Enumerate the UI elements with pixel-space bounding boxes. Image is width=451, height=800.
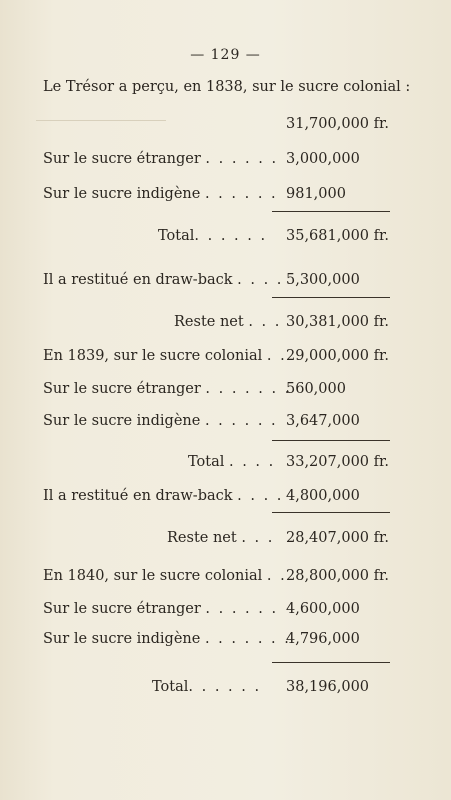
ledger-row-foreign-1839: Sur le sucre étranger . . . . . . . 560,000 (43, 381, 346, 397)
ledger-row-total-1839: Total . . . . 33,207,000 fr. (188, 454, 389, 470)
sum-rule (272, 512, 390, 513)
ledger-row-domestic-1840: Sur le sucre indigène . . . . . . . 4,796,000 (43, 631, 360, 647)
ledger-row-drawback-1838: Il a restitué en draw-back . . . . 5,300,000 (43, 272, 360, 288)
ledger-row-net-1839: Reste net . . . 28,407,000 fr. (167, 530, 389, 546)
sum-rule (272, 662, 390, 663)
ledger-row-colonial-1840: En 1840, sur le sucre colonial . . 28,800,000 fr. (43, 568, 389, 584)
ledger-row-domestic-1839: Sur le sucre indigène . . . . . . 3,647,000 (43, 413, 360, 429)
ledger-row-colonial-1838: 31,700,000 fr. (286, 116, 389, 132)
ledger-row-colonial-1839: En 1839, sur le sucre colonial . . 29,000,000 fr. (43, 348, 389, 364)
ledger-row-total-1838: Total. . . . . . 35,681,000 fr. (158, 228, 389, 244)
sum-rule (272, 440, 390, 441)
ledger-row-domestic-1838: Sur le sucre indigène . . . . . . 981,000 (43, 186, 346, 202)
intro-line: Le Trésor a perçu, en 1838, sur le sucre colonial : (43, 79, 411, 95)
ledger-row-total-1840: Total. . . . . . 38,196,000 (152, 679, 370, 695)
ledger-row-foreign-1838: Sur le sucre étranger . . . . . . 3,000,000 (43, 151, 360, 167)
ledger-row-foreign-1840: Sur le sucre étranger . . . . . . 4,600,000 (43, 601, 360, 617)
ledger-row-net-1838: Reste net . . . 30,381,000 fr. (174, 314, 389, 330)
sum-rule (272, 297, 390, 298)
ledger-row-drawback-1839: Il a restitué en draw-back . . . . 4,800,000 (43, 488, 360, 504)
sum-rule (272, 211, 390, 212)
page-number: — 129 — (190, 47, 261, 63)
